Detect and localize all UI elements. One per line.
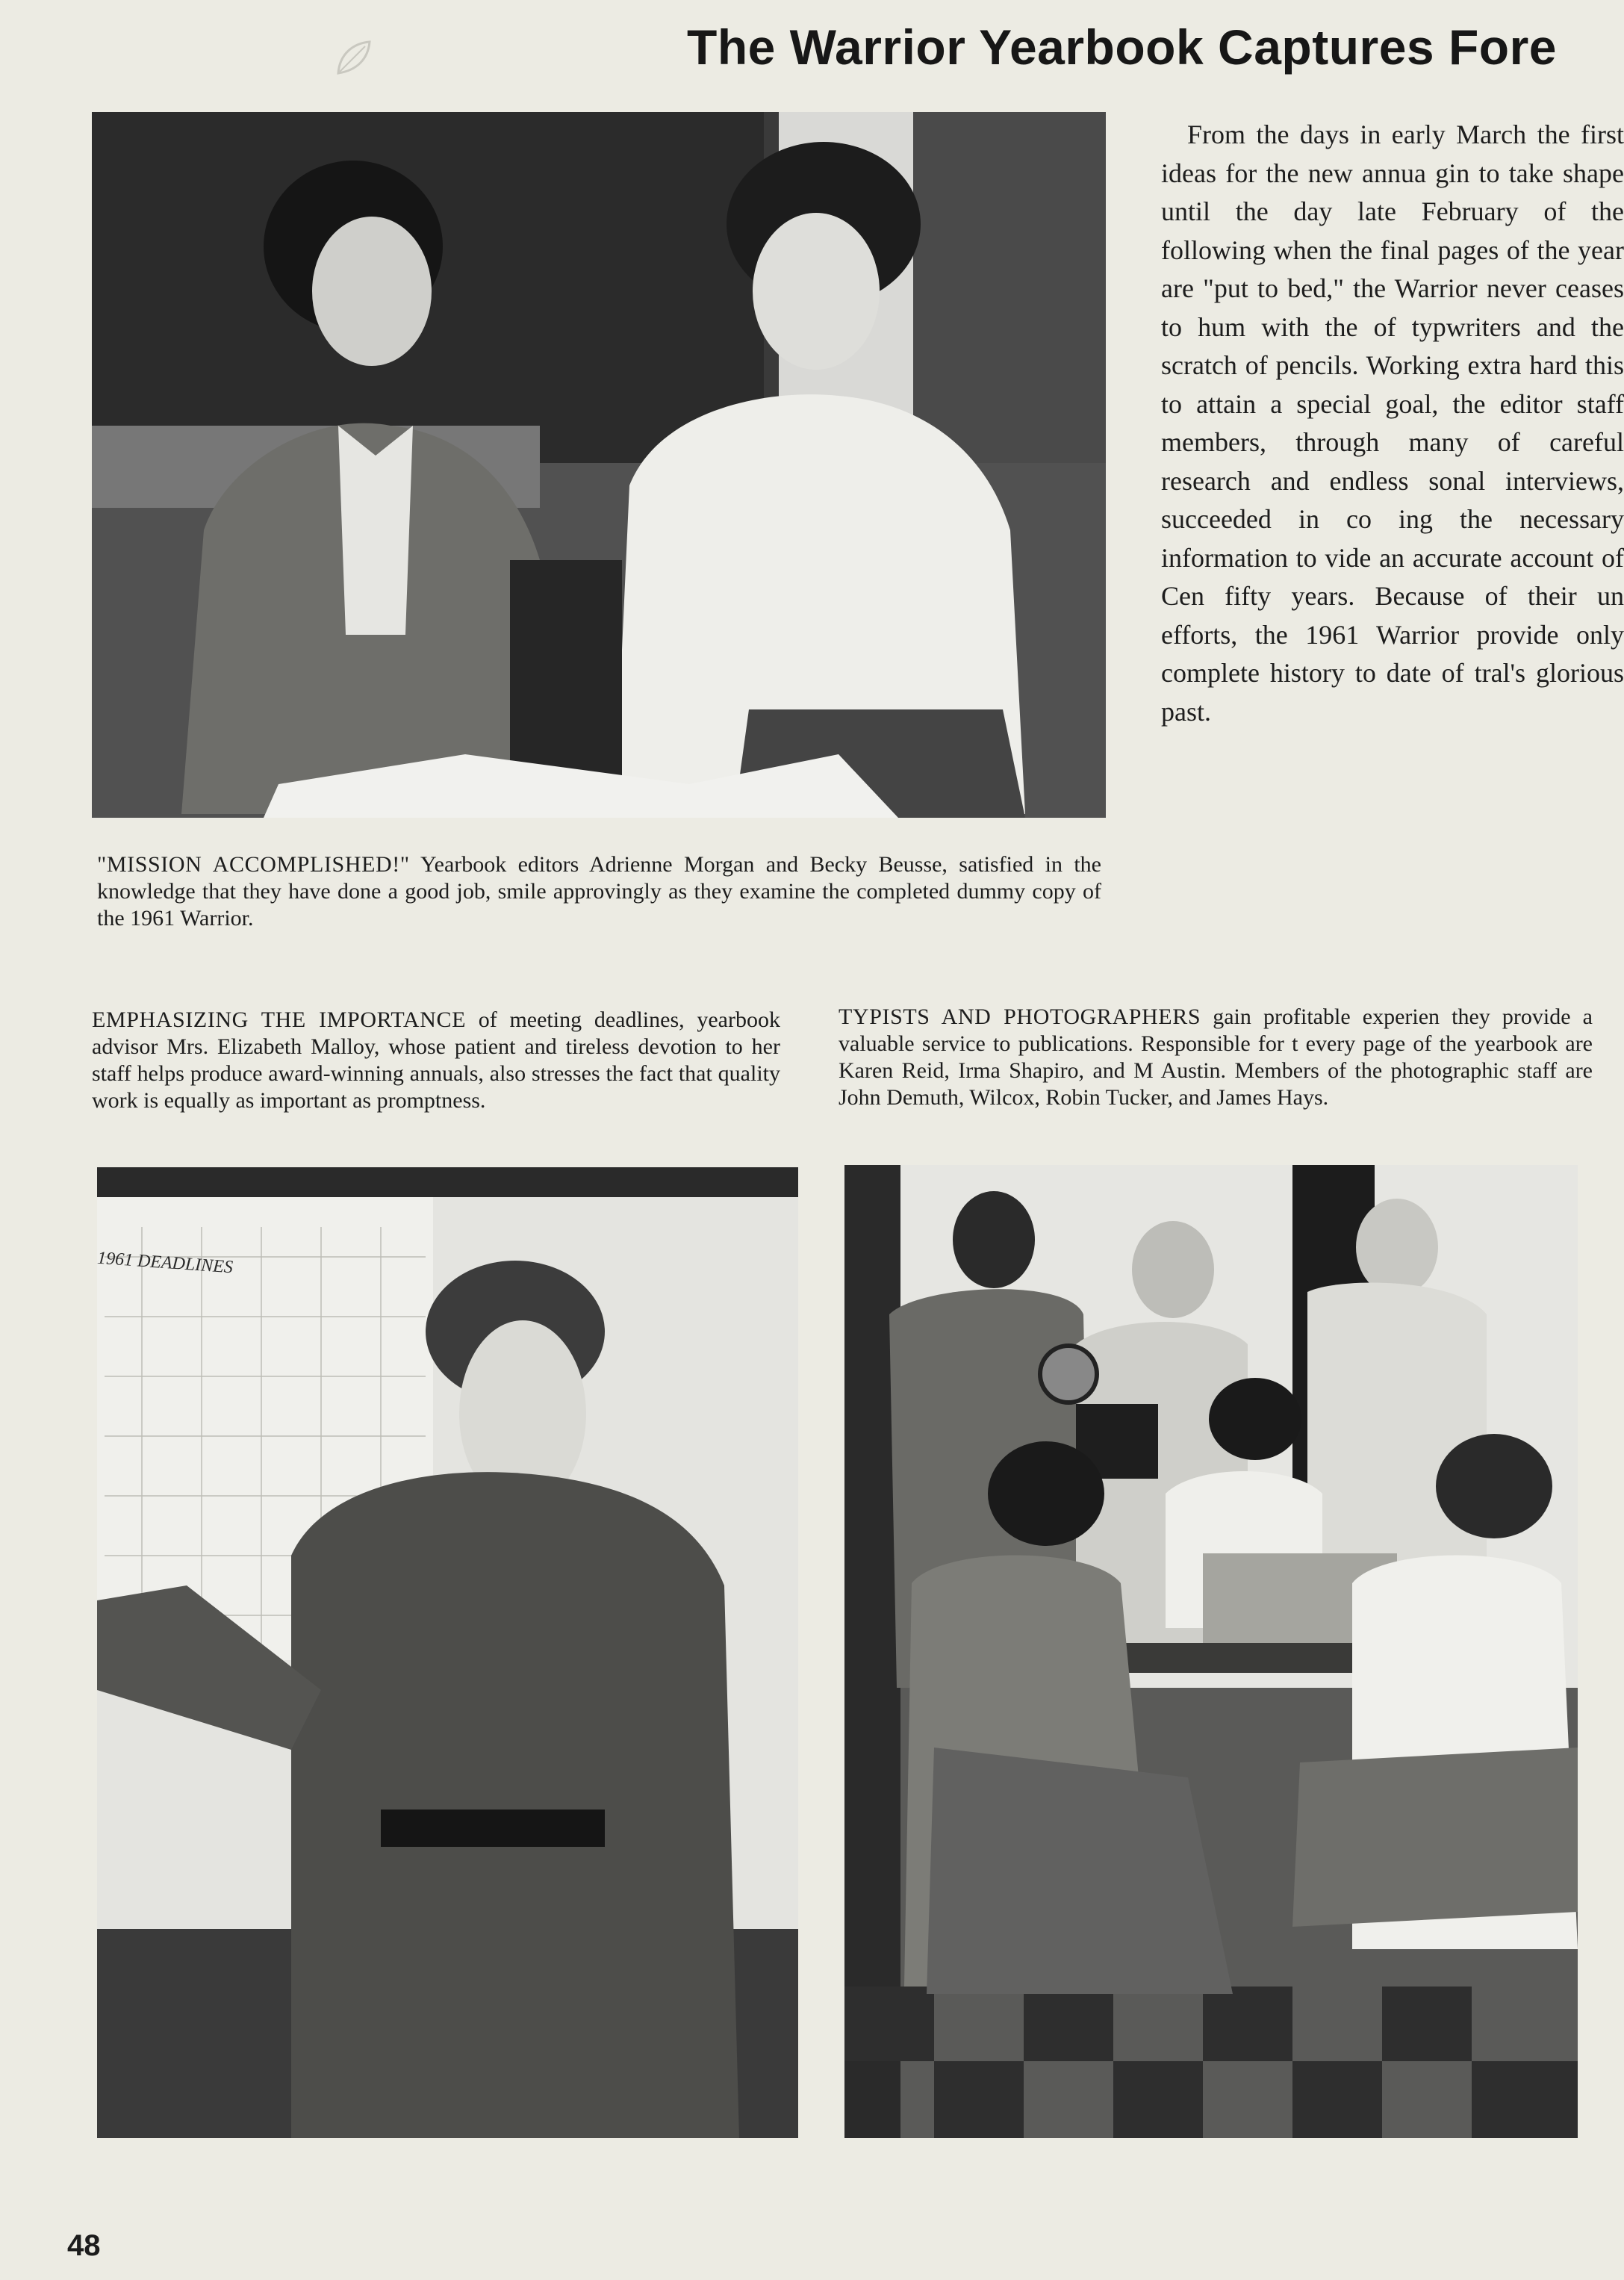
page-title: The Warrior Yearbook Captures Fore [687, 19, 1557, 75]
editors-caption [97, 851, 1101, 932]
deadlines-chart-label: 1961 DEADLINES [96, 1248, 234, 1278]
leaf-watermark-icon [332, 37, 374, 79]
editors-photo [92, 112, 1106, 818]
editors-caption-lead: "MISSION ACCOMPLISHED!" [97, 852, 410, 877]
typists-photo [844, 1165, 1578, 2138]
typists-caption-lead: TYPISTS AND PHOTOGRAPHERS [839, 1004, 1201, 1029]
advisor-photo [97, 1167, 798, 2138]
advisor-caption-lead: EMPHASIZING THE IMPORTANCE [92, 1007, 466, 1032]
typists-caption [839, 1004, 1593, 1111]
advisor-caption [92, 1007, 780, 1114]
editors-caption-text: Yearbook editors Adrienne Morgan and Becky Beusse, satisfied in the knowledge that they have done a good job, smile approvingly as they examine the completed dummy copy of the 1961 Warrior. [97, 852, 1101, 931]
page-number: 48 [67, 2229, 101, 2262]
typists-caption-text: gain profitable experien they provide a valuable service to publications. Responsible for t every page of the yearbook are Karen Reid, Irma Shapiro, and M Austin. Members of the photographic staff are John Demuth, Wilcox, Robin Tucker, and James Hays. [839, 1004, 1593, 1110]
body-text: From the days in early March the first ideas for the new annua gin to take shape until the day late February of the following when the final pages of the year are "put to bed," the Warrior never ceases to hum with the of typwriters and the scratch of pencils. Working extra hard this to attain a special goal, the editor staff members, through many of careful research and endless sonal interviews, succeeded in co ing the necessary information to vide an accurate account of Cen fifty years. Because of their un efforts, the 1961 Warrior provide only complete history to date of tral's glorious past. [1161, 119, 1624, 727]
advisor-caption-text: of meeting deadlines, yearbook advisor Mrs. Elizabeth Malloy, whose patient and tireless devotion to her staff helps produce award-winning annuals, also stresses the fact that quality work is equally as important as promptness. [92, 1007, 780, 1113]
